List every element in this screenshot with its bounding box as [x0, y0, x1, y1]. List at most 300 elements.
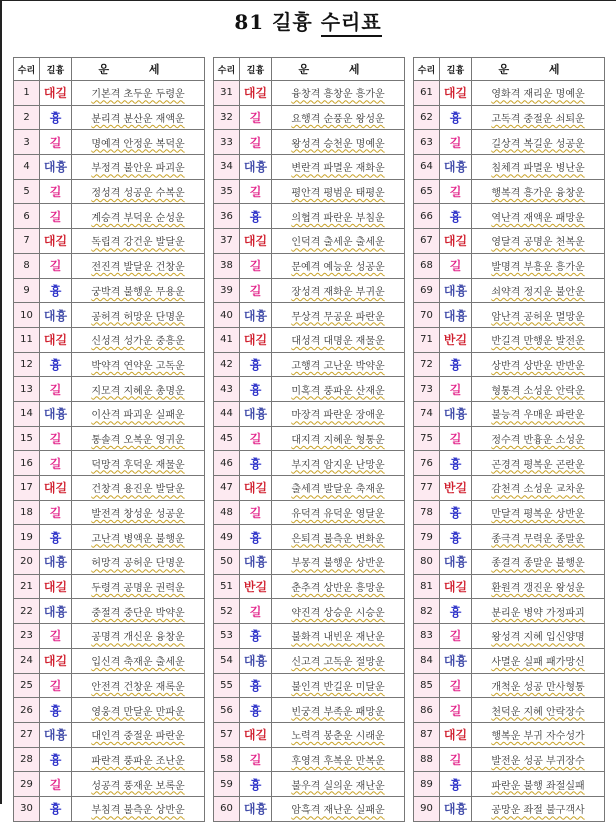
row-gilhyung: 흉	[40, 278, 72, 303]
table-row	[414, 550, 605, 575]
fortune-table-column-1	[13, 57, 205, 822]
row-fortune: 박약격 연약운 고독운	[72, 352, 205, 377]
table-row	[14, 451, 205, 476]
page-title	[0, 6, 616, 35]
row-fortune: 천덕운 지혜 안락장수	[472, 698, 605, 723]
row-fortune: 감천격 소성운 교차운	[472, 476, 605, 501]
row-fortune: 행복격 흥가운 융창운	[472, 179, 605, 204]
row-fortune: 공허격 허망운 단명운	[72, 303, 205, 328]
table-row	[214, 130, 405, 155]
table-row	[214, 253, 405, 278]
row-number: 36	[214, 204, 240, 229]
row-fortune: 암난격 공허운 멸망운	[472, 303, 605, 328]
row-number: 3	[14, 130, 40, 155]
row-fortune: 부침격 불측운 상반운	[72, 796, 205, 821]
fortune-table-column-3	[413, 57, 605, 822]
row-number: 79	[414, 525, 440, 550]
table-row	[214, 327, 405, 352]
table-row	[414, 179, 605, 204]
row-fortune: 형통격 소성운 안락운	[472, 377, 605, 402]
table-row	[14, 278, 205, 303]
row-fortune: 성공격 풍재운 보록운	[72, 772, 205, 797]
row-number: 87	[414, 722, 440, 747]
table-row	[414, 278, 605, 303]
row-number: 20	[14, 550, 40, 575]
row-number: 44	[214, 401, 240, 426]
row-gilhyung: 대길	[440, 574, 472, 599]
table-row	[414, 648, 605, 673]
header-fortune: 운 세	[272, 58, 405, 81]
row-fortune: 융창격 흥창운 흥가운	[272, 81, 405, 106]
table-row	[414, 451, 605, 476]
table-row	[414, 401, 605, 426]
table-row	[14, 500, 205, 525]
table-row	[214, 550, 405, 575]
row-number: 35	[214, 179, 240, 204]
row-number: 63	[414, 130, 440, 155]
row-fortune: 왕성격 승천운 명예운	[272, 130, 405, 155]
row-fortune: 불우격 실의운 재난운	[272, 772, 405, 797]
row-number: 66	[414, 204, 440, 229]
row-number: 22	[14, 599, 40, 624]
table-row	[414, 796, 605, 821]
table-row	[14, 81, 205, 106]
row-fortune: 두령격 공명운 권력운	[72, 574, 205, 599]
row-fortune: 영웅격 만달운 만파운	[72, 698, 205, 723]
row-number: 83	[414, 624, 440, 649]
row-number: 59	[214, 772, 240, 797]
row-fortune: 기본격 초두운 두령운	[72, 81, 205, 106]
row-fortune: 춘추격 상반운 흥망운	[272, 574, 405, 599]
row-number: 16	[14, 451, 40, 476]
row-gilhyung: 대흉	[40, 303, 72, 328]
row-number: 50	[214, 550, 240, 575]
table-row	[214, 648, 405, 673]
table-row	[414, 253, 605, 278]
row-number: 25	[14, 673, 40, 698]
row-number: 9	[14, 278, 40, 303]
row-gilhyung: 길	[40, 253, 72, 278]
row-gilhyung: 길	[440, 377, 472, 402]
table-row	[214, 599, 405, 624]
table-row	[414, 303, 605, 328]
row-fortune: 인덕격 출세운 출세운	[272, 229, 405, 254]
row-gilhyung: 길	[440, 130, 472, 155]
table-row	[414, 229, 605, 254]
row-number: 7	[14, 229, 40, 254]
row-gilhyung: 대흉	[240, 796, 272, 821]
header-gilhyung: 길흉	[40, 58, 72, 81]
row-gilhyung: 길	[240, 253, 272, 278]
table-row	[214, 772, 405, 797]
row-gilhyung: 흉	[440, 204, 472, 229]
row-number: 39	[214, 278, 240, 303]
row-fortune: 역난격 재액운 패망운	[472, 204, 605, 229]
row-fortune: 은퇴격 불측운 변화운	[272, 525, 405, 550]
row-number: 51	[214, 574, 240, 599]
row-gilhyung: 대흉	[240, 550, 272, 575]
row-number: 21	[14, 574, 40, 599]
row-number: 2	[14, 105, 40, 130]
row-number: 8	[14, 253, 40, 278]
row-gilhyung: 길	[40, 377, 72, 402]
row-number: 55	[214, 673, 240, 698]
row-fortune: 만달격 평복운 상반운	[472, 500, 605, 525]
table-row	[14, 747, 205, 772]
header-num: 수리	[214, 58, 240, 81]
table-row	[214, 673, 405, 698]
row-number: 89	[414, 772, 440, 797]
table-row	[414, 525, 605, 550]
table-row	[214, 451, 405, 476]
table-row	[214, 698, 405, 723]
row-gilhyung: 대흉	[240, 303, 272, 328]
row-gilhyung: 대흉	[40, 722, 72, 747]
row-fortune: 노력격 봉춘운 시래운	[272, 722, 405, 747]
row-fortune: 미혹격 풍파운 산재운	[272, 377, 405, 402]
row-number: 5	[14, 179, 40, 204]
row-fortune: 파란운 불행 좌절실패	[472, 772, 605, 797]
row-gilhyung: 대길	[40, 574, 72, 599]
row-gilhyung: 길	[440, 253, 472, 278]
row-gilhyung: 길	[240, 130, 272, 155]
row-fortune: 고행격 고난운 박약운	[272, 352, 405, 377]
table-row	[14, 155, 205, 180]
row-fortune: 계승격 부덕운 순성운	[72, 204, 205, 229]
row-number: 1	[14, 81, 40, 106]
header-fortune: 운 세	[72, 58, 205, 81]
row-gilhyung: 길	[40, 624, 72, 649]
row-fortune: 고난격 병액운 불행운	[72, 525, 205, 550]
row-fortune: 불능격 우매운 파란운	[472, 401, 605, 426]
row-gilhyung: 흉	[440, 599, 472, 624]
row-number: 52	[214, 599, 240, 624]
table-row	[214, 204, 405, 229]
row-gilhyung: 흉	[440, 500, 472, 525]
fortune-table-column-2	[213, 57, 405, 822]
row-number: 10	[14, 303, 40, 328]
row-number: 31	[214, 81, 240, 106]
table-row	[414, 574, 605, 599]
row-number: 90	[414, 796, 440, 821]
row-fortune: 신성격 성가운 중흥운	[72, 327, 205, 352]
row-number: 80	[414, 550, 440, 575]
row-number: 67	[414, 229, 440, 254]
row-gilhyung: 대흉	[40, 155, 72, 180]
row-gilhyung: 흉	[240, 204, 272, 229]
table-row	[14, 722, 205, 747]
table-row	[414, 426, 605, 451]
row-fortune: 중절격 중단운 박약운	[72, 599, 205, 624]
row-fortune: 정성격 성공운 수복운	[72, 179, 205, 204]
row-number: 54	[214, 648, 240, 673]
row-fortune: 정수격 반흉운 소성운	[472, 426, 605, 451]
table-row	[414, 698, 605, 723]
row-number: 75	[414, 426, 440, 451]
row-number: 19	[14, 525, 40, 550]
row-gilhyung: 반길	[240, 574, 272, 599]
row-fortune: 신고격 고독운 절망운	[272, 648, 405, 673]
row-number: 64	[414, 155, 440, 180]
row-number: 14	[14, 401, 40, 426]
row-fortune: 불인격 반길운 미달운	[272, 673, 405, 698]
row-fortune: 평안격 평범운 태평운	[272, 179, 405, 204]
row-number: 74	[414, 401, 440, 426]
row-number: 18	[14, 500, 40, 525]
row-gilhyung: 대길	[240, 722, 272, 747]
row-number: 15	[14, 426, 40, 451]
row-gilhyung: 길	[240, 747, 272, 772]
row-fortune: 침체격 파멸운 병난운	[472, 155, 605, 180]
row-fortune: 대지격 지혜운 형통운	[272, 426, 405, 451]
row-fortune: 궁박격 불행운 무용운	[72, 278, 205, 303]
row-gilhyung: 대흉	[440, 278, 472, 303]
row-gilhyung: 흉	[240, 451, 272, 476]
row-fortune: 파란격 풍파운 조난운	[72, 747, 205, 772]
header-num: 수리	[414, 58, 440, 81]
table-row	[214, 624, 405, 649]
row-gilhyung: 대흉	[240, 401, 272, 426]
row-fortune: 발명격 부흥운 흥가운	[472, 253, 605, 278]
row-number: 85	[414, 673, 440, 698]
table-row	[14, 673, 205, 698]
table-row	[14, 796, 205, 821]
row-number: 48	[214, 500, 240, 525]
row-fortune: 무상격 무공운 파란운	[272, 303, 405, 328]
table-row	[14, 377, 205, 402]
row-gilhyung: 길	[240, 500, 272, 525]
row-fortune: 변란격 파멸운 재화운	[272, 155, 405, 180]
row-number: 84	[414, 648, 440, 673]
row-number: 46	[214, 451, 240, 476]
table-row	[14, 105, 205, 130]
table-row	[414, 155, 605, 180]
row-gilhyung: 흉	[440, 451, 472, 476]
table-row	[14, 204, 205, 229]
row-gilhyung: 대흉	[440, 550, 472, 575]
table-row	[14, 327, 205, 352]
row-number: 29	[14, 772, 40, 797]
table-row	[414, 105, 605, 130]
row-fortune: 부지격 암지운 난망운	[272, 451, 405, 476]
row-number: 70	[414, 303, 440, 328]
row-gilhyung: 대길	[40, 81, 72, 106]
row-gilhyung: 흉	[440, 352, 472, 377]
row-fortune: 빈궁격 부족운 패망운	[272, 698, 405, 723]
row-gilhyung: 흉	[240, 698, 272, 723]
row-gilhyung: 흉	[240, 624, 272, 649]
row-number: 77	[414, 476, 440, 501]
row-gilhyung: 대흉	[240, 155, 272, 180]
row-fortune: 공명격 개신운 융창운	[72, 624, 205, 649]
row-number: 58	[214, 747, 240, 772]
row-fortune: 명예격 안정운 복덕운	[72, 130, 205, 155]
row-gilhyung: 흉	[440, 772, 472, 797]
row-gilhyung: 흉	[440, 105, 472, 130]
table-row	[214, 303, 405, 328]
row-gilhyung: 길	[240, 179, 272, 204]
table-row	[14, 253, 205, 278]
row-gilhyung: 대길	[40, 648, 72, 673]
row-fortune: 길상격 복길운 성공운	[472, 130, 605, 155]
table-row	[14, 574, 205, 599]
row-fortune: 부몽격 불행운 상반운	[272, 550, 405, 575]
row-gilhyung: 길	[40, 426, 72, 451]
table-row	[214, 747, 405, 772]
table-row	[214, 179, 405, 204]
row-number: 78	[414, 500, 440, 525]
row-gilhyung: 대흉	[40, 401, 72, 426]
row-number: 56	[214, 698, 240, 723]
row-number: 45	[214, 426, 240, 451]
row-gilhyung: 대흉	[440, 303, 472, 328]
row-number: 57	[214, 722, 240, 747]
row-number: 28	[14, 747, 40, 772]
row-gilhyung: 대길	[240, 81, 272, 106]
row-number: 11	[14, 327, 40, 352]
row-fortune: 약진격 상승운 시승운	[272, 599, 405, 624]
row-number: 68	[414, 253, 440, 278]
table-row	[14, 352, 205, 377]
table-row	[214, 574, 405, 599]
row-fortune: 암흑격 재난운 실패운	[272, 796, 405, 821]
row-number: 62	[414, 105, 440, 130]
table-row	[14, 599, 205, 624]
row-gilhyung: 흉	[40, 698, 72, 723]
table-row	[14, 229, 205, 254]
row-number: 17	[14, 476, 40, 501]
row-gilhyung: 대흉	[40, 550, 72, 575]
row-gilhyung: 길	[40, 451, 72, 476]
row-fortune: 허망격 공허운 단명운	[72, 550, 205, 575]
row-gilhyung: 대흉	[440, 648, 472, 673]
table-row	[414, 673, 605, 698]
row-fortune: 고독격 중절운 쇠퇴운	[472, 105, 605, 130]
table-row	[414, 747, 605, 772]
row-number: 34	[214, 155, 240, 180]
row-fortune: 사멸운 실패 패가망신	[472, 648, 605, 673]
table-row	[414, 772, 605, 797]
table-header-row	[414, 58, 605, 81]
header-num: 수리	[14, 58, 40, 81]
row-number: 43	[214, 377, 240, 402]
row-gilhyung: 대흉	[440, 155, 472, 180]
row-gilhyung: 흉	[40, 796, 72, 821]
row-number: 72	[414, 352, 440, 377]
row-number: 26	[14, 698, 40, 723]
table-row	[14, 648, 205, 673]
row-fortune: 공망운 좌절 불구객사	[472, 796, 605, 821]
table-row	[414, 599, 605, 624]
row-fortune: 종결격 종말운 불행운	[472, 550, 605, 575]
table-row	[414, 377, 605, 402]
table-row	[214, 796, 405, 821]
row-fortune: 분리운 병약 가정파괴	[472, 599, 605, 624]
row-fortune: 이산격 파괴운 실패운	[72, 401, 205, 426]
row-number: 76	[414, 451, 440, 476]
row-fortune: 출세격 발달운 축재운	[272, 476, 405, 501]
row-gilhyung: 흉	[40, 525, 72, 550]
row-gilhyung: 길	[40, 130, 72, 155]
table-row	[14, 401, 205, 426]
table-row	[414, 500, 605, 525]
row-gilhyung: 대흉	[440, 401, 472, 426]
row-fortune: 왕성격 지혜 입신양명	[472, 624, 605, 649]
row-fortune: 의협격 파란운 부침운	[272, 204, 405, 229]
row-fortune: 영화격 재리운 명예운	[472, 81, 605, 106]
row-fortune: 독립격 강건운 발달운	[72, 229, 205, 254]
title-main: 수리표	[321, 10, 382, 37]
row-gilhyung: 대길	[440, 722, 472, 747]
table-row	[214, 500, 405, 525]
table-row	[214, 401, 405, 426]
row-fortune: 지모격 지혜운 총명운	[72, 377, 205, 402]
row-number: 4	[14, 155, 40, 180]
row-fortune: 대성격 대명운 재물운	[272, 327, 405, 352]
table-row	[414, 204, 605, 229]
row-fortune: 불화격 내빈운 재난운	[272, 624, 405, 649]
row-number: 38	[214, 253, 240, 278]
row-number: 71	[414, 327, 440, 352]
row-fortune: 분리격 분산운 재액운	[72, 105, 205, 130]
header-gilhyung: 길흉	[440, 58, 472, 81]
row-gilhyung: 반길	[440, 476, 472, 501]
row-gilhyung: 길	[440, 624, 472, 649]
row-gilhyung: 대흉	[40, 599, 72, 624]
table-row	[214, 278, 405, 303]
table-row	[214, 377, 405, 402]
row-number: 27	[14, 722, 40, 747]
table-row	[14, 525, 205, 550]
row-gilhyung: 흉	[240, 377, 272, 402]
row-fortune: 행복운 부귀 자수성가	[472, 722, 605, 747]
row-gilhyung: 길	[240, 105, 272, 130]
row-gilhyung: 대흉	[440, 796, 472, 821]
table-row	[214, 229, 405, 254]
row-number: 61	[414, 81, 440, 106]
row-gilhyung: 대길	[40, 229, 72, 254]
row-fortune: 환원격 갱진운 왕성운	[472, 574, 605, 599]
table-row	[14, 476, 205, 501]
row-number: 23	[14, 624, 40, 649]
table-row	[14, 550, 205, 575]
row-fortune: 요행격 순풍운 왕성운	[272, 105, 405, 130]
row-number: 69	[414, 278, 440, 303]
row-gilhyung: 대길	[240, 327, 272, 352]
row-gilhyung: 길	[240, 278, 272, 303]
row-fortune: 부정격 불안운 파괴운	[72, 155, 205, 180]
row-gilhyung: 길	[240, 599, 272, 624]
table-row	[214, 81, 405, 106]
table-row	[14, 130, 205, 155]
row-number: 33	[214, 130, 240, 155]
row-gilhyung: 길	[440, 426, 472, 451]
row-fortune: 건창격 용진운 발달운	[72, 476, 205, 501]
row-fortune: 발전격 창성운 성공운	[72, 500, 205, 525]
row-gilhyung: 길	[40, 204, 72, 229]
table-header-row	[214, 58, 405, 81]
row-number: 82	[414, 599, 440, 624]
table-row	[414, 476, 605, 501]
row-gilhyung: 길	[440, 673, 472, 698]
row-gilhyung: 흉	[40, 105, 72, 130]
row-number: 86	[414, 698, 440, 723]
row-fortune: 전진격 발달운 건창운	[72, 253, 205, 278]
row-gilhyung: 길	[440, 179, 472, 204]
row-gilhyung: 대길	[240, 476, 272, 501]
row-fortune: 문예격 예능운 성공운	[272, 253, 405, 278]
table-row	[214, 352, 405, 377]
